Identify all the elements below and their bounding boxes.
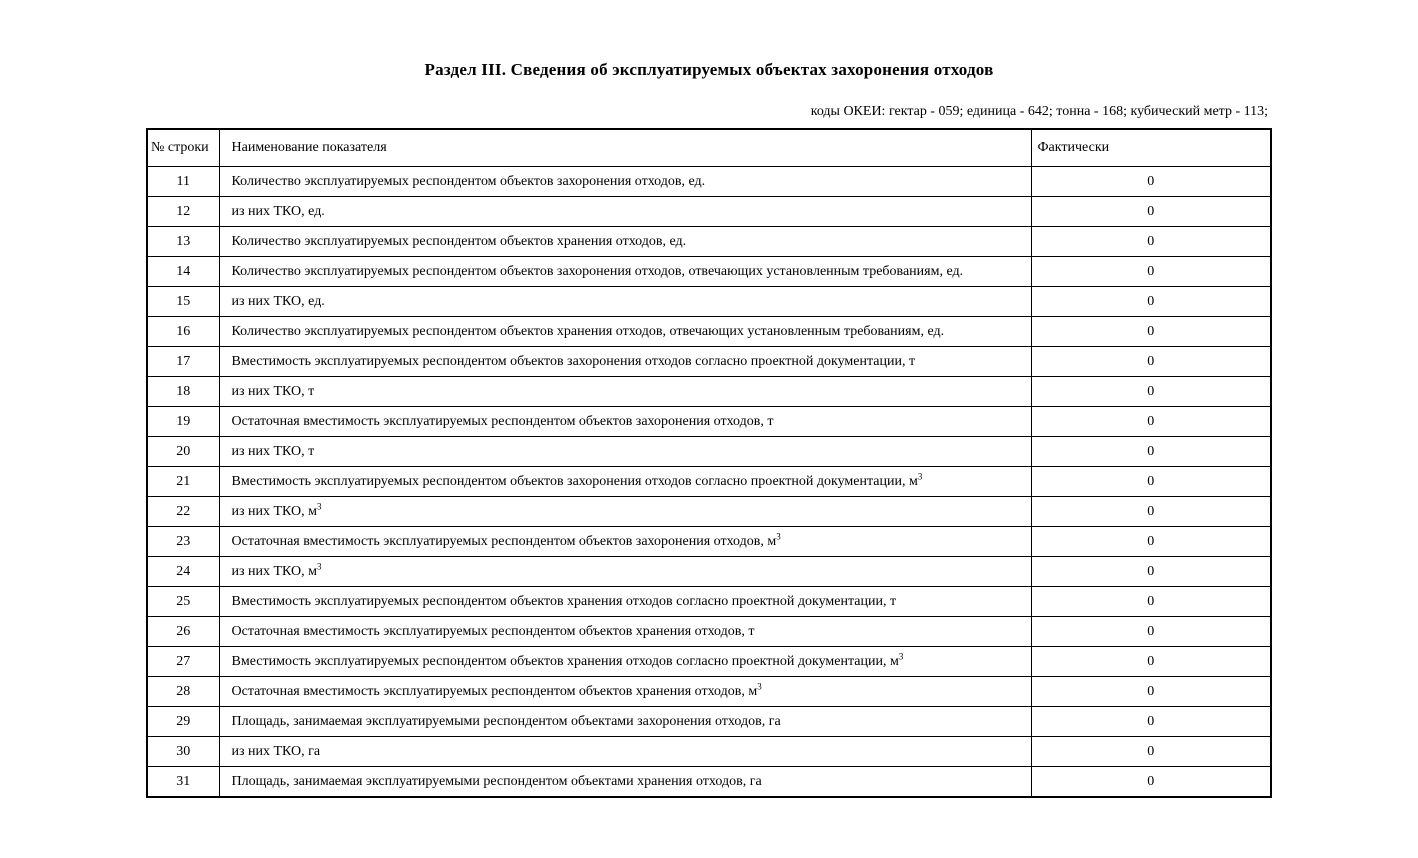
- row-number: 21: [147, 467, 219, 497]
- okei-codes-note: коды ОКЕИ: гектар - 059; единица - 642; тонна - 168; кубический метр - 113;: [810, 104, 1268, 119]
- indicator-cell: [219, 617, 1031, 647]
- indicator-text: из них ТКО, ед.: [231, 203, 325, 219]
- table-row: [147, 317, 1271, 347]
- indicator-text: Площадь, занимаемая эксплуатируемыми респондентом объектами хранения отходов, га: [231, 773, 762, 789]
- indicator-text: из них ТКО, м: [231, 503, 318, 519]
- table-row: [147, 707, 1271, 737]
- unit-superscript: 3: [917, 470, 923, 481]
- indicator-text: Остаточная вместимость эксплуатируемых респондентом объектов хранения отходов, м: [231, 683, 758, 699]
- table-row: [147, 377, 1271, 407]
- indicator-cell: [219, 347, 1031, 377]
- table-row: [147, 347, 1271, 377]
- table-row: [147, 587, 1271, 617]
- row-number: 15: [147, 287, 219, 317]
- actual-value: 0: [1031, 617, 1271, 647]
- row-number: 25: [147, 587, 219, 617]
- actual-value: 0: [1031, 767, 1271, 798]
- indicator-text: Площадь, занимаемая эксплуатируемыми респондентом объектами захоронения отходов, га: [231, 713, 781, 729]
- indicator-cell: [219, 767, 1031, 798]
- actual-value: 0: [1031, 167, 1271, 197]
- table-body: [147, 167, 1271, 798]
- col-header-line-number: № строки: [147, 129, 219, 167]
- indicator-text: Вместимость эксплуатируемых респондентом объектов хранения отходов согласно проектной документации, т: [231, 593, 897, 609]
- table-row: [147, 467, 1271, 497]
- actual-value: 0: [1031, 497, 1271, 527]
- table-row: [147, 647, 1271, 677]
- indicator-cell: [219, 437, 1031, 467]
- table-row: [147, 677, 1271, 707]
- row-number: 22: [147, 497, 219, 527]
- indicator-text: Остаточная вместимость эксплуатируемых респондентом объектов захоронения отходов, м: [231, 533, 777, 549]
- row-number: 27: [147, 647, 219, 677]
- indicator-text: Остаточная вместимость эксплуатируемых респондентом объектов захоронения отходов, т: [231, 413, 774, 429]
- indicator-text: Количество эксплуатируемых респондентом объектов хранения отходов, ед.: [231, 233, 687, 249]
- table-row: [147, 197, 1271, 227]
- row-number: 29: [147, 707, 219, 737]
- actual-value: 0: [1031, 317, 1271, 347]
- indicator-cell: [219, 317, 1031, 347]
- actual-value: 0: [1031, 377, 1271, 407]
- indicator-text: Вместимость эксплуатируемых респондентом объектов захоронения отходов согласно проектной документации, т: [231, 353, 916, 369]
- actual-value: 0: [1031, 407, 1271, 437]
- indicator-text: Вместимость эксплуатируемых респондентом объектов захоронения отходов согласно проектной документации, м: [231, 473, 918, 489]
- row-number: 13: [147, 227, 219, 257]
- col-header-actual: Фактически: [1031, 129, 1271, 167]
- actual-value: 0: [1031, 437, 1271, 467]
- waste-facilities-table: [146, 128, 1272, 798]
- indicator-text: из них ТКО, т: [231, 383, 315, 399]
- section-title: Раздел III. Сведения об эксплуатируемых объектах захоронения отходов: [424, 60, 994, 79]
- indicator-cell: [219, 287, 1031, 317]
- actual-value: 0: [1031, 737, 1271, 767]
- actual-value: 0: [1031, 647, 1271, 677]
- indicator-text: Количество эксплуатируемых респондентом объектов хранения отходов, отвечающих установленным требованиям, ед.: [231, 323, 945, 339]
- row-number: 24: [147, 557, 219, 587]
- indicator-text: из них ТКО, м: [231, 563, 318, 579]
- row-number: 28: [147, 677, 219, 707]
- indicator-cell: [219, 407, 1031, 437]
- row-number: 30: [147, 737, 219, 767]
- indicator-cell: [219, 677, 1031, 707]
- unit-superscript: 3: [898, 650, 904, 661]
- table-row: [147, 257, 1271, 287]
- table-header-row: [147, 129, 1271, 167]
- row-number: 11: [147, 167, 219, 197]
- table-row: [147, 767, 1271, 798]
- unit-superscript: 3: [757, 680, 762, 691]
- row-number: 26: [147, 617, 219, 647]
- row-number: 23: [147, 527, 219, 557]
- table-row: [147, 437, 1271, 467]
- indicator-text: Количество эксплуатируемых респондентом объектов захоронения отходов, отвечающих установленным требованиям, ед.: [231, 263, 964, 279]
- table-row: [147, 737, 1271, 767]
- actual-value: 0: [1031, 467, 1271, 497]
- indicator-text: Вместимость эксплуатируемых респондентом объектов хранения отходов согласно проектной документации, м: [231, 653, 899, 669]
- actual-value: 0: [1031, 677, 1271, 707]
- indicator-cell: [219, 587, 1031, 617]
- indicator-text: Остаточная вместимость эксплуатируемых респондентом объектов хранения отходов, т: [231, 623, 755, 639]
- table-row: [147, 527, 1271, 557]
- table-row: [147, 227, 1271, 257]
- indicator-cell: [219, 197, 1031, 227]
- actual-value: 0: [1031, 557, 1271, 587]
- unit-superscript: 3: [317, 500, 322, 511]
- row-number: 12: [147, 197, 219, 227]
- actual-value: 0: [1031, 227, 1271, 257]
- indicator-text: из них ТКО, ед.: [231, 293, 325, 309]
- indicator-text: Количество эксплуатируемых респондентом объектов захоронения отходов, ед.: [231, 173, 706, 189]
- indicator-cell: [219, 737, 1031, 767]
- indicator-cell: [219, 647, 1031, 677]
- actual-value: 0: [1031, 197, 1271, 227]
- indicator-cell: [219, 707, 1031, 737]
- indicator-text: из них ТКО, т: [231, 443, 315, 459]
- indicator-cell: [219, 227, 1031, 257]
- table-row: [147, 497, 1271, 527]
- row-number: 17: [147, 347, 219, 377]
- row-number: 31: [147, 767, 219, 798]
- row-number: 19: [147, 407, 219, 437]
- unit-superscript: 3: [317, 560, 322, 571]
- indicator-text: из них ТКО, га: [231, 743, 321, 759]
- actual-value: 0: [1031, 527, 1271, 557]
- actual-value: 0: [1031, 587, 1271, 617]
- row-number: 18: [147, 377, 219, 407]
- table-row: [147, 617, 1271, 647]
- unit-superscript: 3: [776, 530, 781, 541]
- table-row: [147, 287, 1271, 317]
- actual-value: 0: [1031, 287, 1271, 317]
- indicator-cell: [219, 527, 1031, 557]
- actual-value: 0: [1031, 257, 1271, 287]
- col-header-indicator-name: Наименование показателя: [219, 129, 1031, 167]
- table-row: [147, 407, 1271, 437]
- table-row: [147, 557, 1271, 587]
- actual-value: 0: [1031, 347, 1271, 377]
- indicator-cell: [219, 557, 1031, 587]
- indicator-cell: [219, 377, 1031, 407]
- row-number: 14: [147, 257, 219, 287]
- indicator-cell: [219, 467, 1031, 497]
- indicator-cell: [219, 257, 1031, 287]
- table-row: [147, 167, 1271, 197]
- row-number: 20: [147, 437, 219, 467]
- actual-value: 0: [1031, 707, 1271, 737]
- indicator-cell: [219, 167, 1031, 197]
- row-number: 16: [147, 317, 219, 347]
- indicator-cell: [219, 497, 1031, 527]
